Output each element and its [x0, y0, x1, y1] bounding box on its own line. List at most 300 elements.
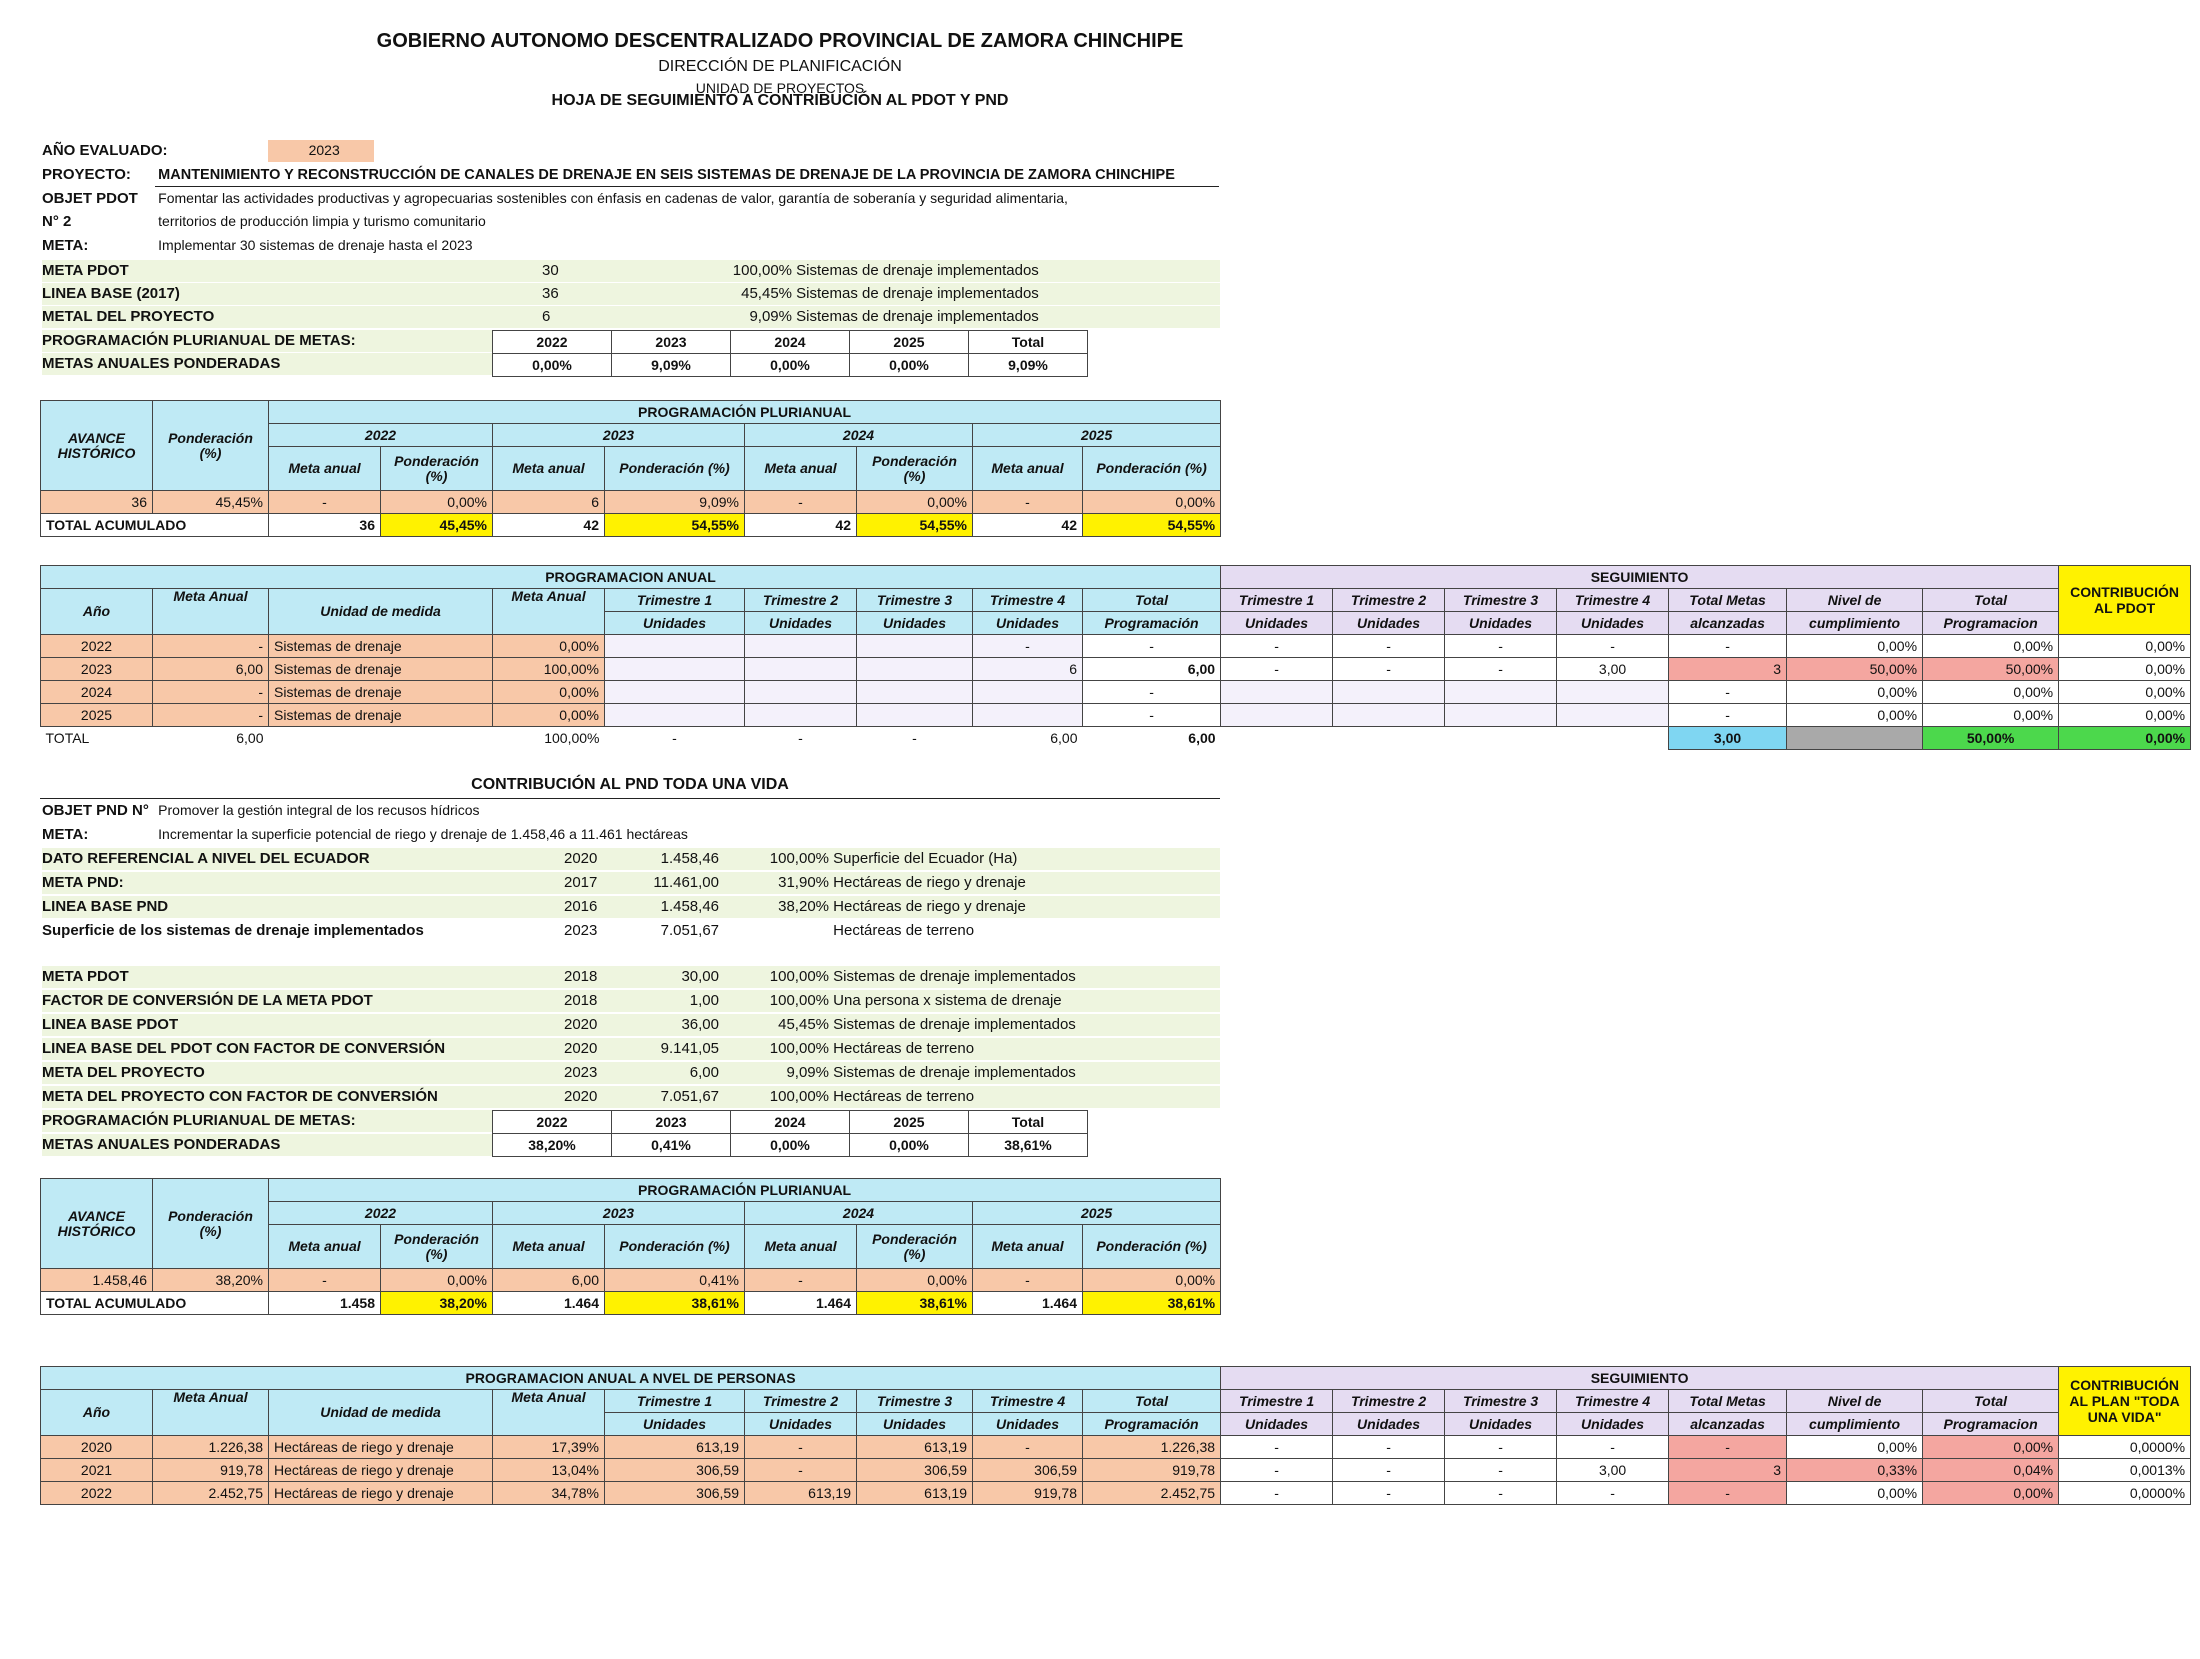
- cell: -: [1221, 1459, 1333, 1482]
- trimestre-header: Trimestre 2: [1333, 589, 1445, 612]
- cell: 6,00: [153, 658, 269, 681]
- pdot-row-pct: 9,09%: [749, 308, 792, 325]
- pnd-row-label: LINEA BASE PND: [42, 898, 169, 915]
- doc-subtitle: DIRECCIÓN DE PLANIFICACIÓN: [658, 58, 902, 75]
- cell: 36: [41, 491, 153, 514]
- cell: 100,00%: [544, 730, 600, 747]
- cell: -: [745, 1459, 857, 1482]
- cell: -: [1445, 658, 1557, 681]
- cell: 2021: [41, 1459, 153, 1482]
- cell: -: [1083, 704, 1221, 727]
- cell: [1221, 681, 1333, 704]
- value-cell: 0,41%: [612, 1134, 731, 1157]
- cell: 613,19: [745, 1482, 857, 1505]
- meta-anual-header: Meta Anual: [493, 1390, 605, 1436]
- cell: 0,00%: [1083, 1269, 1221, 1292]
- table-row: [41, 1459, 2191, 1482]
- avance-historico-header: AVANCE HISTÓRICO: [41, 1179, 153, 1269]
- cell: 0,00%: [1923, 681, 2059, 704]
- pdot-row-num: 30: [542, 262, 559, 279]
- avance-historico-header: AVANCE HISTÓRICO: [41, 401, 153, 491]
- total-row: [41, 727, 2191, 750]
- pnd-row2-pct: 100,00%: [769, 1088, 829, 1105]
- pnd-row2-pct: 100,00%: [769, 1040, 829, 1057]
- meta-anual-header: Meta anual: [493, 1225, 605, 1269]
- cell: 0,0000%: [2059, 1482, 2191, 1505]
- cell: -: [1221, 658, 1333, 681]
- pnd-meta-row: [42, 826, 688, 843]
- cell: TOTAL: [45, 730, 90, 747]
- cell: 2024: [41, 681, 153, 704]
- cell: [1557, 681, 1669, 704]
- pnd-row-year: 2020: [564, 850, 598, 867]
- pnd-row2-label: LINEA BASE PDOT: [42, 1016, 179, 1033]
- year-cell: 2022: [493, 331, 612, 354]
- total-header: Total: [1923, 1390, 2059, 1413]
- cell: 2022: [41, 635, 153, 658]
- pnd-row2-pct: 100,00%: [769, 968, 829, 985]
- pnd-row-desc: Hectáreas de riego y drenaje: [833, 898, 1026, 915]
- cell: 50,00%: [1787, 658, 1923, 681]
- cell: 919,78: [973, 1482, 1083, 1505]
- pnd-row2: [42, 1016, 1076, 1033]
- cell: 0,00%: [1787, 1482, 1923, 1505]
- meta-anual-header: Meta anual: [269, 447, 381, 491]
- cell: 0,00%: [381, 491, 493, 514]
- proyecto-underline: [155, 186, 1219, 187]
- cell: 42: [973, 514, 1083, 537]
- ponderacion-header: Ponderación (%): [1083, 1225, 1221, 1269]
- pdot-row-pct: 45,45%: [741, 285, 792, 302]
- ponderacion-header: Ponderación (%): [605, 1225, 745, 1269]
- year-cell: Total: [969, 331, 1088, 354]
- cell: -: [1669, 635, 1787, 658]
- cell: [1445, 727, 1557, 750]
- programacion-plurianual-header: PROGRAMACIÓN PLURIANUAL: [269, 401, 1221, 424]
- cell: 1.464: [745, 1292, 857, 1315]
- cell: 3,00: [1669, 727, 1787, 750]
- cell: [745, 635, 857, 658]
- doc-title: GOBIERNO AUTONOMO DESCENTRALIZADO PROVINCIAL DE ZAMORA CHINCHIPE: [376, 30, 1184, 52]
- trimestre-header: Trimestre 3: [1445, 589, 1557, 612]
- pnd-row2-pct: 45,45%: [778, 1016, 829, 1033]
- cell: 34,78%: [493, 1482, 605, 1505]
- year-cell: 2024: [731, 331, 850, 354]
- cell: -: [1445, 635, 1557, 658]
- pnd-row-num: 7.051,67: [660, 922, 719, 939]
- pnd-objet-value: Promover la gestión integral de los recusos hídricos: [158, 802, 480, 818]
- trimestre-header: Trimestre 2: [1333, 1390, 1445, 1413]
- year-header: 2024: [745, 424, 973, 447]
- pnd-plurianual-label-text: PROGRAMACIÓN PLURIANUAL DE METAS:: [42, 1112, 356, 1129]
- objet-label: OBJET PDOT: [42, 190, 138, 207]
- pnd-row2-label: META PDOT: [42, 968, 129, 985]
- cell: -: [912, 730, 917, 747]
- cell: 17,39%: [493, 1436, 605, 1459]
- unidades-header: Unidades: [857, 612, 973, 635]
- pnd-row2-label: FACTOR DE CONVERSIÓN DE LA META PDOT: [42, 992, 373, 1009]
- plurianual-label: [42, 332, 356, 349]
- cell: [1333, 681, 1445, 704]
- cell: 6,00: [236, 730, 264, 747]
- table-row: [41, 704, 2191, 727]
- cell: [1557, 727, 1669, 750]
- trimestre-header: Trimestre 2: [745, 589, 857, 612]
- cell: -: [1083, 681, 1221, 704]
- cell: Hectáreas de riego y drenaje: [269, 1459, 493, 1482]
- pdot-row: [42, 308, 1039, 325]
- value-cell: 0,00%: [731, 1134, 850, 1157]
- trimestre-header: Trimestre 2: [745, 1390, 857, 1413]
- trimestre-header: Trimestre 4: [973, 589, 1083, 612]
- cell: [1333, 727, 1445, 750]
- meta-anual-header: Meta Anual: [153, 1390, 269, 1436]
- cell: -: [1221, 1482, 1333, 1505]
- cell: 0,00%: [493, 704, 605, 727]
- cell: [269, 727, 493, 750]
- cell: -: [745, 491, 857, 514]
- pnd-row2-year: 2020: [564, 1088, 598, 1105]
- nivel-header: Nivel de: [1787, 589, 1923, 612]
- cell: 38,61%: [1083, 1292, 1221, 1315]
- cell: 6,00: [1083, 658, 1221, 681]
- meta-anual-header: Meta anual: [269, 1225, 381, 1269]
- pnd-row2-num: 6,00: [689, 1064, 719, 1081]
- cell: -: [1445, 1459, 1557, 1482]
- cell: 0,00%: [2059, 704, 2191, 727]
- pnd-row2-year: 2020: [564, 1016, 598, 1033]
- objet-row-1: [42, 190, 1068, 207]
- cell: 3: [1669, 658, 1787, 681]
- cell: 0,00%: [857, 1269, 973, 1292]
- cell: 0,00%: [1787, 704, 1923, 727]
- cell: -: [1557, 1482, 1669, 1505]
- meta-anual-header: Meta anual: [973, 1225, 1083, 1269]
- unidades-header: Unidades: [605, 1413, 745, 1436]
- unidades-header: Unidades: [857, 1413, 973, 1436]
- total-acumulado-label: TOTAL ACUMULADO: [41, 1292, 269, 1315]
- pnd-plurianual-table: [492, 1110, 1088, 1157]
- historico-table-pnd: [40, 1178, 1221, 1315]
- cell: 919,78: [153, 1459, 269, 1482]
- pnd-objet-row: [42, 802, 480, 819]
- cumplimiento-header: cumplimiento: [1787, 1413, 1923, 1436]
- cell: -: [973, 635, 1083, 658]
- programacion-header: Programacion: [1923, 1413, 2059, 1436]
- pnd-row2-desc: Hectáreas de terreno: [833, 1088, 975, 1105]
- cell: 1.464: [493, 1292, 605, 1315]
- cell: Sistemas de drenaje: [269, 704, 493, 727]
- pdot-row-label: META PDOT: [42, 262, 129, 279]
- cell: 6,00: [493, 1269, 605, 1292]
- programacion-plurianual-header: PROGRAMACIÓN PLURIANUAL: [269, 1179, 1221, 1202]
- cell: 1.464: [973, 1292, 1083, 1315]
- year-header: 2024: [745, 1202, 973, 1225]
- cell: 0,33%: [1787, 1459, 1923, 1482]
- ponderacion-header: Ponderación (%): [857, 1225, 973, 1269]
- year-cell: 2025: [850, 331, 969, 354]
- value-cell: 0,00%: [850, 354, 969, 377]
- pnd-row2-pct: 100,00%: [769, 992, 829, 1009]
- pnd-row2-desc: Sistemas de drenaje implementados: [833, 1016, 1076, 1033]
- cell: 3: [1669, 1459, 1787, 1482]
- cell: 50,00%: [1923, 727, 2059, 750]
- total-header: Total: [1083, 589, 1221, 612]
- cell: 54,55%: [857, 514, 973, 537]
- alcanzadas-header: alcanzadas: [1669, 612, 1787, 635]
- cell: 306,59: [857, 1459, 973, 1482]
- trimestre-header: Trimestre 4: [973, 1390, 1083, 1413]
- cell: [1221, 727, 1333, 750]
- contribucion-plan-header: CONTRIBUCIÓN AL PLAN "TODA UNA VIDA": [2059, 1367, 2191, 1436]
- meta-anual-header: Meta anual: [493, 447, 605, 491]
- cell: 0,00%: [2059, 658, 2191, 681]
- cell: 38,20%: [381, 1292, 493, 1315]
- cell: 306,59: [605, 1459, 745, 1482]
- year-cell: 2024: [731, 1111, 850, 1134]
- pnd-row: [42, 874, 1026, 891]
- doc-unit: UNIDAD DE PROYECTOS: [695, 80, 865, 96]
- year-cell: 2025: [850, 1111, 969, 1134]
- meta-anual-header: Meta anual: [745, 447, 857, 491]
- cell: -: [798, 730, 803, 747]
- cell: 6,00: [1188, 730, 1216, 747]
- pdot-row: [42, 262, 1039, 279]
- cell: 919,78: [1083, 1459, 1221, 1482]
- meta-anual-header: Meta Anual: [153, 589, 269, 635]
- ponderadas-label: [42, 355, 280, 372]
- cell: [605, 704, 745, 727]
- year-header: 2022: [269, 1202, 493, 1225]
- pnd-row2-desc: Sistemas de drenaje implementados: [833, 1064, 1076, 1081]
- trimestre-header: Trimestre 1: [605, 1390, 745, 1413]
- meta-anual-header: Meta anual: [973, 447, 1083, 491]
- cell: -: [1669, 704, 1787, 727]
- ponderacion-header: Ponderación (%): [1083, 447, 1221, 491]
- trimestre-header: Trimestre 3: [1445, 1390, 1557, 1413]
- pnd-meta-label: META:: [42, 826, 89, 843]
- cell: [857, 704, 973, 727]
- unidades-header: Unidades: [1221, 1413, 1333, 1436]
- cell: [1557, 704, 1669, 727]
- cell: 2020: [41, 1436, 153, 1459]
- pdot-row-label: LINEA BASE (2017): [42, 285, 180, 302]
- anio-label: AÑO EVALUADO:: [42, 142, 168, 159]
- seguimiento-header: SEGUIMIENTO: [1221, 566, 2059, 589]
- cell: 0,00%: [1923, 704, 2059, 727]
- cell: [1333, 704, 1445, 727]
- value-cell: 9,09%: [969, 354, 1088, 377]
- cell: -: [1669, 1436, 1787, 1459]
- unidades-header: Unidades: [605, 612, 745, 635]
- pnd-row2: [42, 1064, 1076, 1081]
- objet-number: N° 2: [42, 213, 72, 230]
- cell: 306,59: [973, 1459, 1083, 1482]
- pnd-objet-label: OBJET PND N°: [42, 802, 149, 819]
- cell: [973, 704, 1083, 727]
- cell: 2025: [41, 704, 153, 727]
- year-header: 2025: [973, 1202, 1221, 1225]
- cell: 9,09%: [605, 491, 745, 514]
- pnd-row-year: 2016: [564, 898, 598, 915]
- cell: -: [745, 1269, 857, 1292]
- pnd-row2-year: 2018: [564, 968, 598, 985]
- unidades-header: Unidades: [1333, 1413, 1445, 1436]
- year-header: 2023: [493, 1202, 745, 1225]
- meta-label: META:: [42, 237, 89, 254]
- unidades-header: Unidades: [1557, 612, 1669, 635]
- cell: 1.458,46: [41, 1269, 153, 1292]
- cell: 13,04%: [493, 1459, 605, 1482]
- unidades-header: Unidades: [1557, 1413, 1669, 1436]
- pnd-row2: [42, 1040, 974, 1057]
- pnd-row2-label: META DEL PROYECTO CON FACTOR DE CONVERSIÓN: [42, 1088, 438, 1105]
- cell: -: [1083, 635, 1221, 658]
- cell: 306,59: [605, 1482, 745, 1505]
- cell: 36: [269, 514, 381, 537]
- cell: [857, 681, 973, 704]
- pnd-plurianual-label: [42, 1112, 356, 1129]
- cell: 6: [493, 491, 605, 514]
- cell: 1.226,38: [153, 1436, 269, 1459]
- anio-value: 2023: [308, 142, 340, 158]
- cell: [1445, 681, 1557, 704]
- cell: 0,41%: [605, 1269, 745, 1292]
- cell: -: [1333, 1459, 1445, 1482]
- unidades-header: Unidades: [1445, 1413, 1557, 1436]
- pnd-row-num: 1.458,46: [660, 898, 719, 915]
- pnd-row2: [42, 992, 1062, 1009]
- contribucion-pdot-header: CONTRIBUCIÓN AL PDOT: [2059, 566, 2191, 635]
- unidades-header: Unidades: [745, 1413, 857, 1436]
- cell: 2023: [41, 658, 153, 681]
- unidad-header: Unidad de medida: [269, 589, 493, 635]
- cell: -: [1221, 1436, 1333, 1459]
- pnd-row2-label: META DEL PROYECTO: [42, 1064, 205, 1081]
- total-header: Total: [1083, 1390, 1221, 1413]
- cell: 0,00%: [1923, 635, 2059, 658]
- pdot-row: [42, 285, 1039, 302]
- cell: 45,45%: [153, 491, 269, 514]
- cell: 0,00%: [1787, 1436, 1923, 1459]
- cell: -: [1333, 1436, 1445, 1459]
- pdot-row-desc: Sistemas de drenaje implementados: [796, 262, 1039, 279]
- pnd-row2: [42, 968, 1076, 985]
- cell: [1787, 727, 1923, 750]
- pnd-row2-year: 2023: [564, 1064, 598, 1081]
- cell: 38,61%: [605, 1292, 745, 1315]
- pnd-row-label: DATO REFERENCIAL A NIVEL DEL ECUADOR: [42, 850, 370, 867]
- year-header: 2025: [973, 424, 1221, 447]
- cell: 613,19: [857, 1436, 973, 1459]
- pnd-row: [42, 898, 1026, 915]
- meta-anual-header: Meta anual: [745, 1225, 857, 1269]
- cell: 0,04%: [1923, 1459, 2059, 1482]
- pdot-row-desc: Sistemas de drenaje implementados: [796, 308, 1039, 325]
- unidades-header: Unidades: [973, 1413, 1083, 1436]
- pnd-row2-num: 1,00: [689, 992, 719, 1009]
- meta-anual-header: Meta Anual: [493, 589, 605, 635]
- table-row: [41, 635, 2191, 658]
- pnd-row2-num: 30,00: [681, 968, 719, 985]
- cell: 38,20%: [153, 1269, 269, 1292]
- cell: 1.226,38: [1083, 1436, 1221, 1459]
- total-header: Total: [1923, 589, 2059, 612]
- cell: 54,55%: [1083, 514, 1221, 537]
- pnd-row2-desc: Hectáreas de terreno: [833, 1040, 975, 1057]
- table-row: [41, 1436, 2191, 1459]
- cell: 0,0013%: [2059, 1459, 2191, 1482]
- pnd-row2: [42, 1088, 974, 1105]
- value-cell: 38,20%: [493, 1134, 612, 1157]
- total-metas-header: Total Metas: [1669, 1390, 1787, 1413]
- pnd-row-pct: 38,20%: [778, 898, 829, 915]
- cell: 45,45%: [381, 514, 493, 537]
- cell: -: [269, 1269, 381, 1292]
- objet-text-2: territorios de producción limpia y turismo comunitario: [158, 213, 486, 229]
- cell: -: [269, 491, 381, 514]
- value-cell: 0,00%: [731, 354, 850, 377]
- pnd-row-num: 1.458,46: [660, 850, 719, 867]
- cell: 0,00%: [857, 491, 973, 514]
- unidad-header: Unidad de medida: [269, 1390, 493, 1436]
- anio-header: Año: [41, 1390, 153, 1436]
- historico-table-pdot: [40, 400, 1221, 537]
- value-cell: 9,09%: [612, 354, 731, 377]
- cell: 0,00%: [381, 1269, 493, 1292]
- cell: Sistemas de drenaje: [269, 658, 493, 681]
- unidades-header: Unidades: [973, 612, 1083, 635]
- trimestre-header: Trimestre 1: [605, 589, 745, 612]
- cell: 50,00%: [1923, 658, 2059, 681]
- pnd-row-desc: Hectáreas de riego y drenaje: [833, 874, 1026, 891]
- programacion-anual-header: PROGRAMACION ANUAL: [41, 566, 1221, 589]
- cell: 3,00: [1557, 1459, 1669, 1482]
- pnd-row: [42, 850, 1017, 867]
- pnd-row: [42, 922, 974, 939]
- cell: -: [745, 1436, 857, 1459]
- table-row: [41, 1482, 2191, 1505]
- year-cell: 2023: [612, 331, 731, 354]
- pnd-row-desc: Superficie del Ecuador (Ha): [833, 850, 1018, 867]
- programacion-header: Programación: [1083, 612, 1221, 635]
- total-metas-header: Total Metas: [1669, 589, 1787, 612]
- programacion-header: Programacion: [1923, 612, 2059, 635]
- cell: Hectáreas de riego y drenaje: [269, 1482, 493, 1505]
- cell: 3,00: [1557, 658, 1669, 681]
- cell: Sistemas de drenaje: [269, 635, 493, 658]
- pnd-row2-label: LINEA BASE DEL PDOT CON FACTOR DE CONVERSIÓN: [42, 1040, 446, 1057]
- trimestre-header: Trimestre 3: [857, 1390, 973, 1413]
- cell: 6: [973, 658, 1083, 681]
- pnd-row-desc: Hectáreas de terreno: [833, 922, 975, 939]
- year-header: 2023: [493, 424, 745, 447]
- cell: 0,00%: [2059, 635, 2191, 658]
- cell: -: [1557, 635, 1669, 658]
- cell: 0,00%: [1787, 635, 1923, 658]
- cell: 54,55%: [605, 514, 745, 537]
- pnd-meta-value: Incrementar la superficie potencial de riego y drenaje de 1.458,46 a 11.461 hectáreas: [158, 826, 688, 842]
- pnd-row-label: META PND:: [42, 874, 124, 891]
- pnd-row2-year: 2018: [564, 992, 598, 1009]
- ponderacion-header: Ponderación (%): [153, 1179, 269, 1269]
- cell: 38,61%: [857, 1292, 973, 1315]
- value-cell: 0,00%: [850, 1134, 969, 1157]
- cell: 42: [493, 514, 605, 537]
- pnd-section-title: CONTRIBUCIÓN AL PND TODA UNA VIDA: [471, 776, 789, 793]
- cell: 0,00%: [1787, 681, 1923, 704]
- pnd-row2-year: 2020: [564, 1040, 598, 1057]
